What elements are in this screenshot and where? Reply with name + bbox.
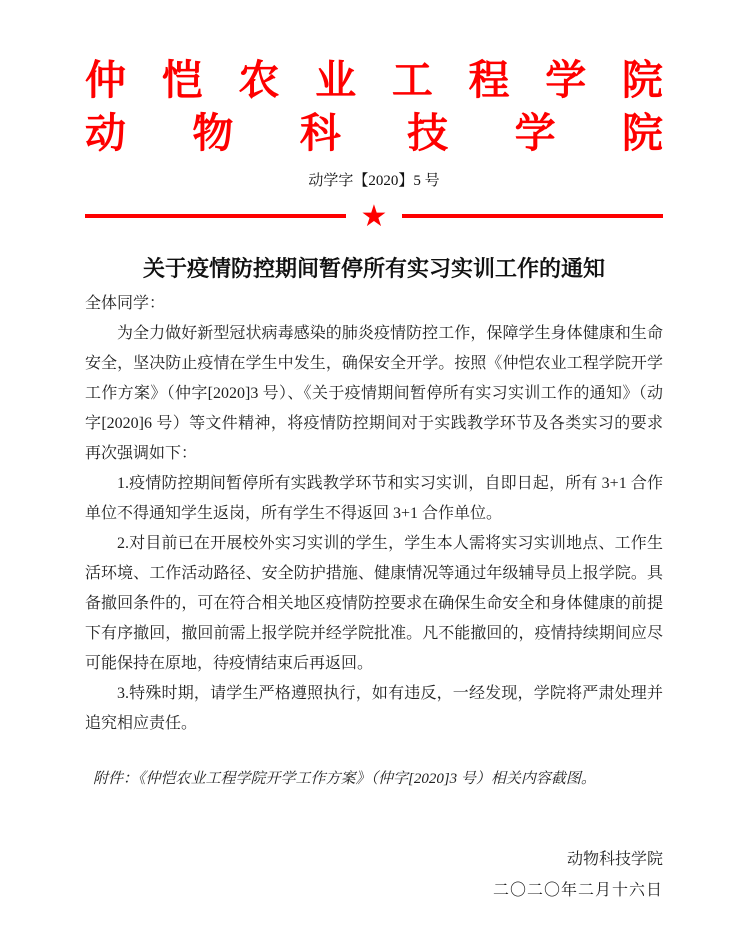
paragraph-item-1: 1.疫情防控期间暂停所有实践教学环节和实习实训，自即日起，所有 3+1 合作单位不得通知学生返岗，所有学生不得返回 3+1 合作单位。 <box>85 475 663 523</box>
signature-block <box>85 844 663 906</box>
divider-line-right <box>402 214 663 218</box>
notice-body <box>85 254 663 906</box>
paragraph-intro: 为全力做好新型冠状病毒感染的肺炎疫情防控工作，保障学生身体健康和生命安全，坚决防止疫情在学生中发生，确保安全开学。按照《仲恺农业工程学院开学工作方案》（仲字[2020]3 号）、《关于疫情期间暂停所有实习实训工作的通知》（动字[2020]6 号）等文件精神，将疫情防控期间对于实践教学环节及各类实习的要求再次强调如下： <box>85 325 663 463</box>
star-icon: ★ <box>360 200 388 234</box>
org-name-line1: 仲 恺 农 业 工 程 学 院 <box>85 57 663 103</box>
signature-date: 二〇二〇年二月十六日 <box>492 882 663 900</box>
attachment-note: 附件：《仲恺农业工程学院开学工作方案》（仲字[2020]3 号）相关内容截图。 <box>93 771 596 788</box>
paragraph-item-3: 3.特殊时期，请学生严格遵照执行，如有违反，一经发现，学院将严肃处理并追究相应责任。 <box>85 685 663 733</box>
org-name-line2: 动 物 科 技 学 院 <box>85 110 663 157</box>
red-divider <box>85 200 663 232</box>
signature-org: 动物科技学院 <box>566 851 663 869</box>
doc-number: 动学字【2020】5 号 <box>308 173 440 190</box>
letterhead <box>85 56 663 232</box>
paragraph-item-2: 2.对目前已在开展校外实习实训的学生，学生本人需将实习实训地点、工作生活环境、工作活动路径、安全防护措施、健康情况等通过年级辅导员上报学院。具备撤回条件的，可在符合相关地区疫情防控要求在确保生命安全和身体健康的前提下有序撤回，撤回前需上报学院并经学院批准。凡不能撤回的，疫情持续期间应尽可能保持在原地，待疫情结束后再返回。 <box>85 535 663 673</box>
notice-title: 关于疫情防控期间暂停所有实习实训工作的通知 <box>142 256 605 282</box>
divider-line-left <box>85 214 346 218</box>
salutation: 全体同学： <box>85 295 166 313</box>
